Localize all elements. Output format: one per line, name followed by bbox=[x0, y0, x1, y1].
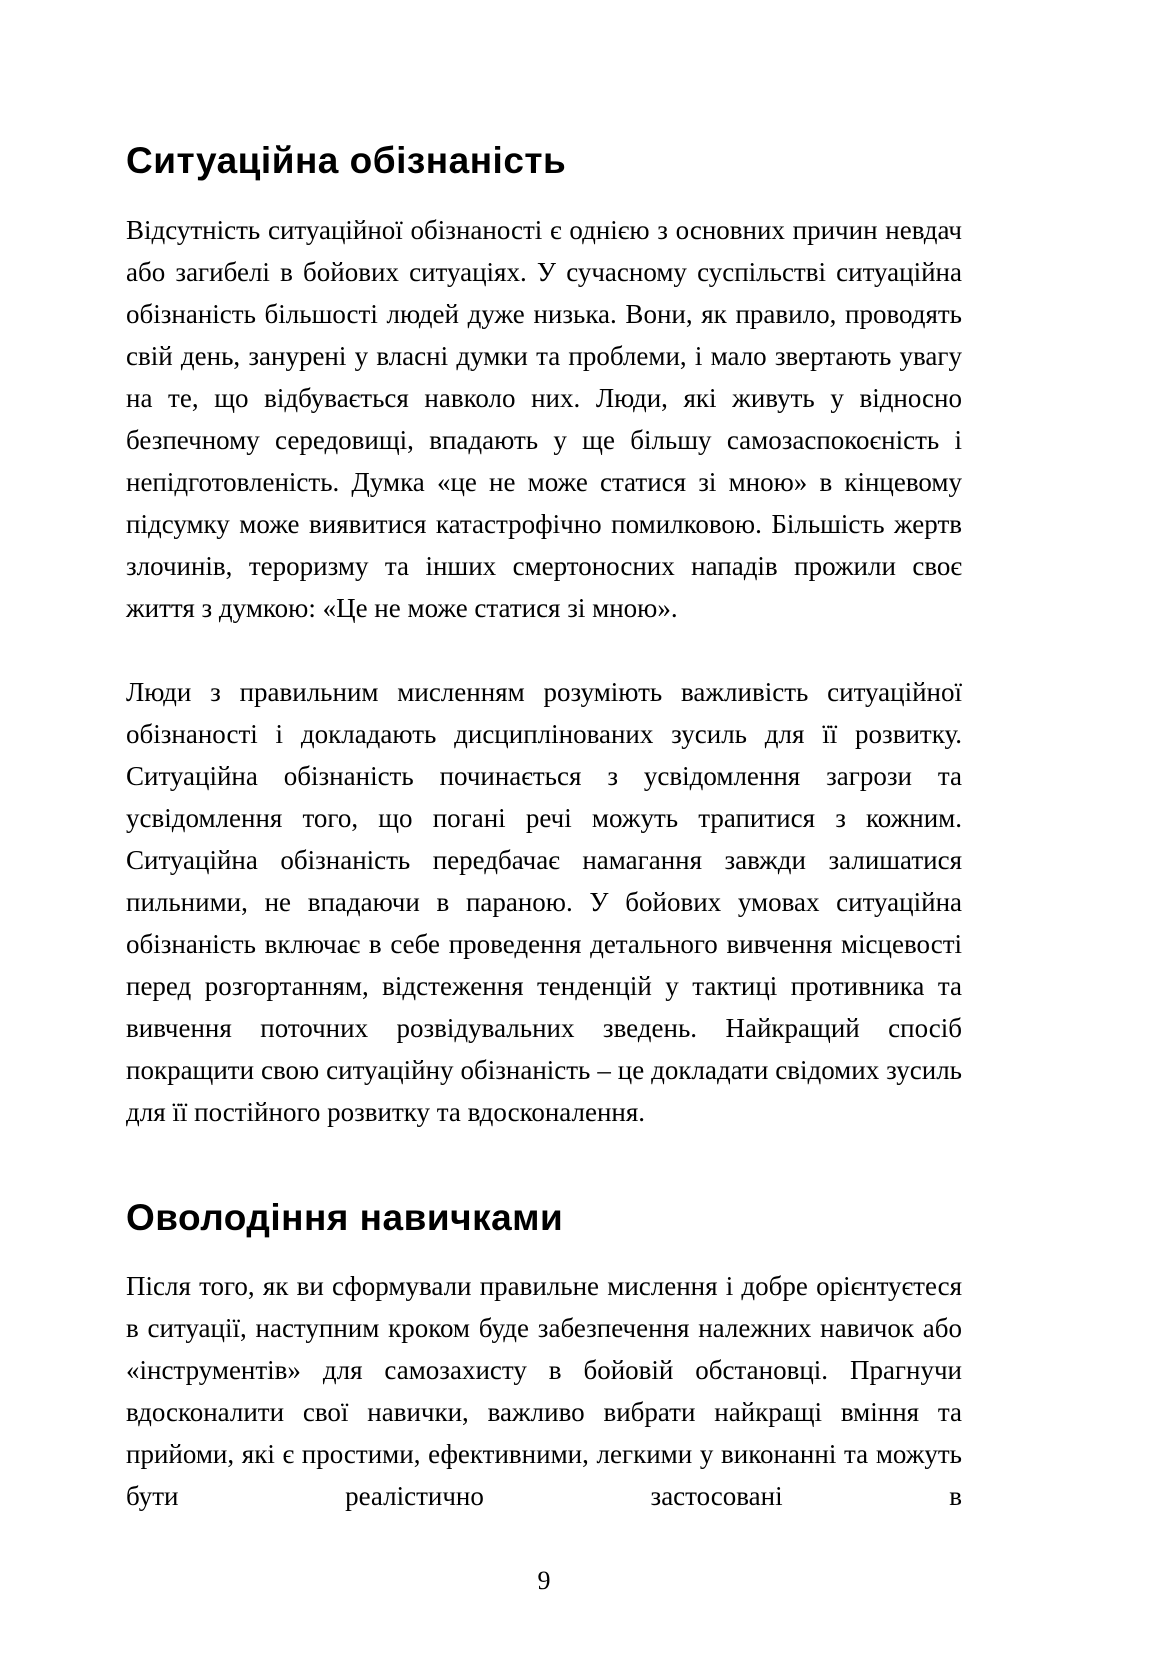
section-heading-situational-awareness: Ситуаційна обізнаність bbox=[126, 140, 567, 181]
body-paragraph: Відсутність ситуаційної обізнаності є однією з основних причин невдач або загибелі в бойових ситуаціях. У сучасному суспільстві ситуаційна обізнаність більшості людей дуже низька. Вони, як правило, проводять свій день, занурені у власні думки та проблеми, і мало звертають увагу на те, що відбувається навколо них. Люди, які живуть у відносно безпечному середовищі, впадають у ще більшу самозаспокоєність і непідготовленість. Думка «це не може статися зі мною» в кінцевому підсумку може виявитися катастрофічно помилковою. Більшість жертв злочинів, тероризму та інших смертоносних нападів прожили своє життя з думкою: «Це не може статися зі мною». bbox=[126, 214, 962, 623]
section-heading-skill-mastery: Оволодіння навичками bbox=[126, 1196, 564, 1238]
page-number: 9 bbox=[537, 1566, 551, 1595]
body-paragraph: Після того, як ви сформували правильне мислення і добре орієнтуєтеся в ситуації, наступним кроком буде забезпечення належних навичок або «інструментів» для самозахисту в бойовій обстановці. Прагнучи вдосконалити свої навички, важливо вибрати найкращі вміння та прийоми, які є простими, ефективними, легкими у виконанні та можуть бути реалістично застосовані в bbox=[126, 1271, 962, 1512]
body-paragraph: Люди з правильним мисленням розуміють важливість ситуаційної обізнаності і докладають дисциплінованих зусиль для її розвитку. Ситуаційна обізнаність починається з усвідомлення загрози та усвідомлення того, що погані речі можуть трапитися з кожним. Ситуаційна обізнаність передбачає намагання завжди залишатися пильними, не впадаючи в параною. У бойових умовах ситуаційна обізнаність включає в себе проведення детального вивчення місцевості перед розгортанням, відстеження тенденцій у тактиці противника та вивчення поточних розвідувальних зведень. Найкращий спосіб покращити свою ситуаційну обізнаність – це докладати свідомих зусиль для її постійного розвитку та вдосконалення. bbox=[126, 676, 962, 1127]
